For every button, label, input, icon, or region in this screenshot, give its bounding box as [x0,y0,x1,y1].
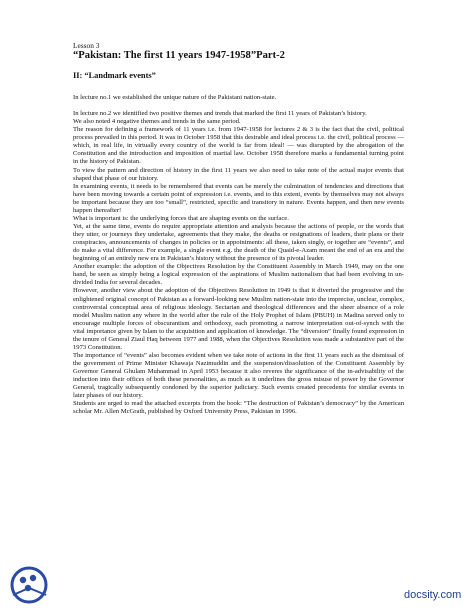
paragraph: Students are urged to read the attached excerpts from the book: “The destruction of Pakistan’s democracy” by the American scholar Mr. Allen McGrath, published by Oxford University Press, Pakistan in 1996. [73,400,404,416]
docsity-brand-link[interactable]: docsity.com [404,589,462,601]
paragraph: In examining events, it needs to be remembered that events can be merely the culmination of tendencies and directions that have been moving towards a certain point of expression i.e. events, and to this extent, events by themselves may not always be important because they are too “small”, restricted, specific and transitory in nature. Events happen, and then new events happen thereafter! [73,182,404,214]
paragraph: The reason for defining a framework of 11 years i.e. from 1947-1958 for lectures 2 & 3 is the fact that the civil, political process prevailed in this period. It was in October 1958 that this desirable and ideal process i.e. the civil, political process — which, in real life, in virtually every country of the world is far from ideal! — was disrupted by the abrogation of the Constitution and the introduction and imposition of martial law. October 1958 therefore marks a fundamental turning point in the history of Pakistan. [73,126,404,166]
page-title: “Pakistan: The first 11 years 1947-1958”Part-2 [73,50,285,61]
docsity-logo-icon[interactable] [9,565,49,605]
lesson-label: Lesson 3 [73,41,100,50]
paragraph: In lecture no.2 we identified two positive themes and trends that marked the first 11 years of Pakistan’s history. [73,110,367,118]
paragraph: In lecture no.1 we established the unique nature of the Pakistani nation-state. [73,94,277,101]
paragraph: To view the pattern and direction of history in the first 11 years we also need to take note of the actual major events that shaped that phase of our history. [73,166,404,182]
paragraph: Yet, at the same time, events do require appropriate attention and analysis because the actions of people, or the words that they utter, or journeys they undertake, agreements that they make, the deaths or resignations of leaders, their plans or their conspiracies, announcements of changes in policies or in appointments: all these, taken singly, or together are “events”, and do make a vital difference. For example, a single event e.g. the death of the Quaid-e-Azam meant the end of an era and the beginning of an entirely new era in Pakistan’s history without the presence of its pivotal leader. [73,222,404,263]
section-heading: II: “Landmark events” [73,71,156,80]
document-body [73,94,404,416]
paragraph: What is important is: the underlying forces that are shaping events on the surface. [73,214,289,222]
paragraph: We also noted 4 negative themes and trends in the same period. [73,118,241,126]
paragraph: Another example: the adoption of the Objectives Resolution by the Constituent Assembly in March 1949, may on the one hand, be seen as simply being a logical expression of the aspirations of Muslim nationalism that had been evolving in un-divided India for several decades. [73,263,404,287]
logo-dot [30,575,36,581]
logo-dot [20,577,26,583]
paragraph: The importance of “events” also becomes evident when we take note of actions in the first 11 years such as the dismissal of the government of Prime Minister Khawaja Nazimuddin and the suspension/dissolution of the Constituent Assembly by Governor General Ghulam Muhammad in April 1953 because it also reveres the significance of the in-advisability of the induction into their offices of both these personalities, as much as it underlines the gross misuse of power by the Governor General, tragically subsequently condoned by the superior judiciary. Such events created precedents for similar events in later phases of our history. [73,351,404,400]
logo-dot [25,585,31,591]
paragraph: However, another view about the adoption of the Objectives Resolution in 1949 is that it diverted the progressive and the enlightened original concept of Pakistan as a forward-looking new Muslim nation-state into the imprecise, unclear, complex, controversial conceptual area of religious ideology. Sectarian and theological differences and the sheer absence of a role model Muslim nation any where in the world after the rule of the Holy Prophet of Islam (PBUH) in Madina served only to encourage multiple forces of obscurantism and orthodoxy, each promoting a narrow interpretation out-of-synch with the vital importance given by Islam to the acquisition and application of knowledge. The “diversion” finally found expression in the tenure of General Ziaul Haq between 1977 and 1988, when the Objectives Resolution was made a substantive part of the 1973 Constitution. [73,287,404,351]
